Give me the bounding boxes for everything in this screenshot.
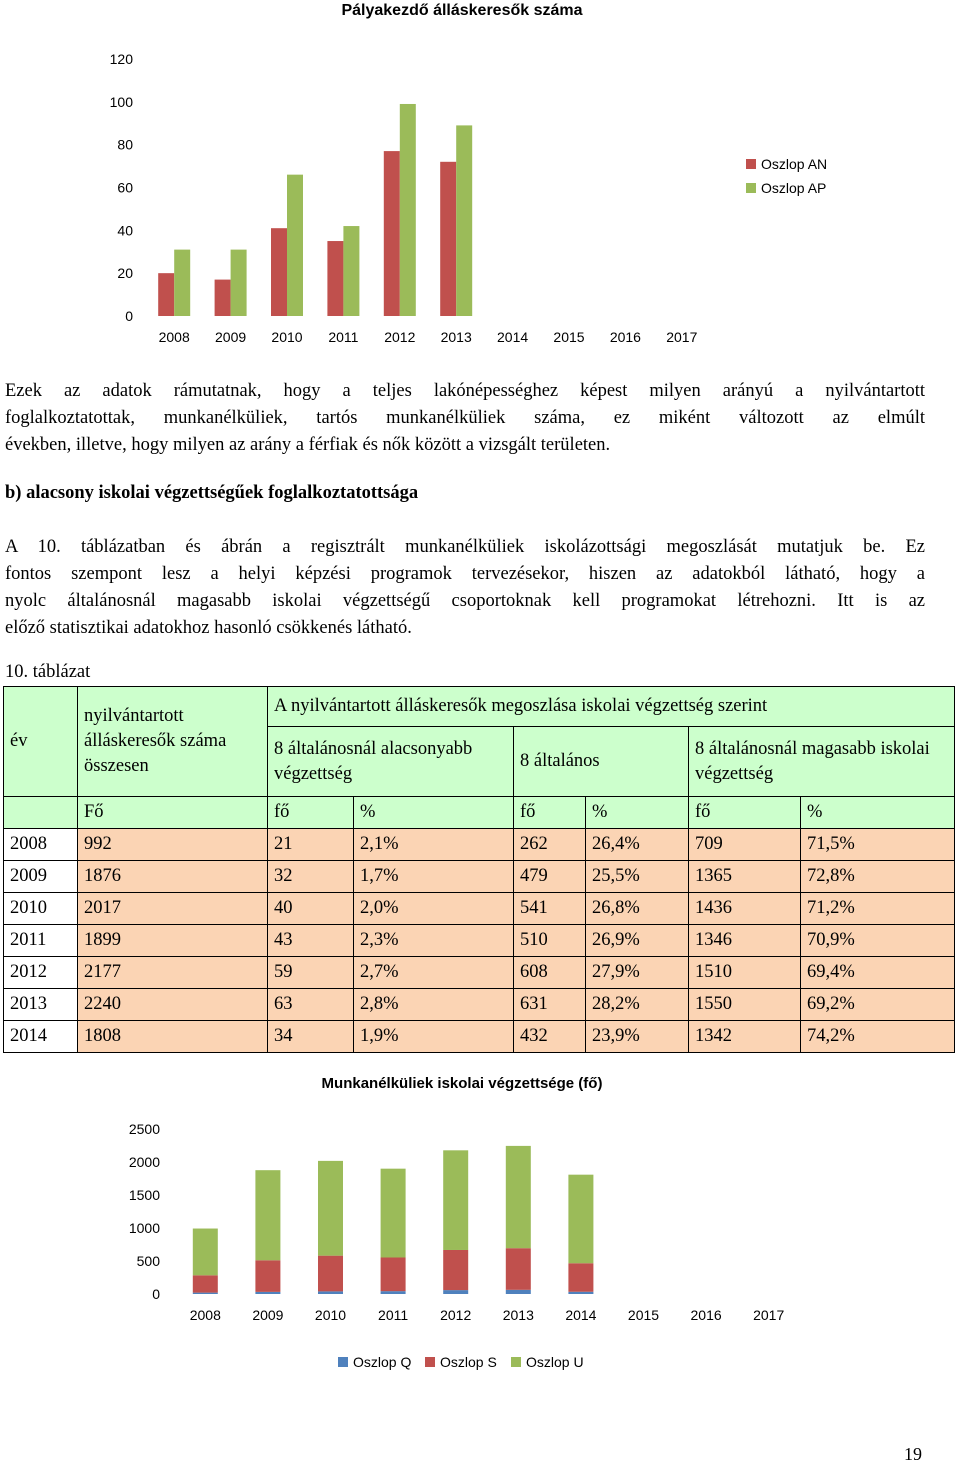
table-row [4, 957, 955, 989]
value-cell: 1,7% [354, 861, 514, 893]
value-cell: 26,9% [586, 925, 689, 957]
y-tick-label: 0 [152, 1286, 160, 1302]
bar-segment [381, 1258, 406, 1292]
bar [456, 125, 472, 316]
value-cell: 1342 [689, 1021, 801, 1053]
year-cell: 2013 [4, 989, 78, 1021]
value-cell: 1510 [689, 957, 801, 989]
x-tick-label: 2014 [497, 329, 529, 345]
bar-segment [506, 1248, 531, 1290]
unit-header: fő [689, 797, 801, 829]
value-cell: 992 [78, 829, 268, 861]
value-cell: 1365 [689, 861, 801, 893]
bar-segment [443, 1150, 468, 1250]
table-caption: 10. táblázat [5, 662, 91, 682]
bar-segment [255, 1260, 280, 1292]
x-tick-label: 2016 [690, 1307, 722, 1323]
x-tick-label: 2008 [158, 329, 190, 345]
legend-swatch [425, 1357, 435, 1367]
section-heading: b) alacsony iskolai végzettségűek foglalkoztatottsága [5, 483, 419, 503]
value-cell: 432 [514, 1021, 586, 1053]
x-tick-label: 2012 [440, 1307, 472, 1323]
chart-palyakezdo [0, 0, 960, 360]
x-tick-label: 2011 [378, 1307, 409, 1323]
unit-header: % [354, 797, 514, 829]
bar-segment [381, 1291, 406, 1294]
value-cell: 709 [689, 829, 801, 861]
value-cell: 26,8% [586, 893, 689, 925]
value-cell: 71,5% [801, 829, 955, 861]
legend-label: Oszlop AN [761, 156, 828, 172]
x-tick-label: 2016 [609, 329, 641, 345]
value-cell: 59 [268, 957, 354, 989]
value-cell: 1436 [689, 893, 801, 925]
x-tick-label: 2010 [271, 329, 303, 345]
bar [343, 226, 359, 316]
bar-segment [568, 1263, 593, 1292]
year-cell: 2012 [4, 957, 78, 989]
unit-header: fő [514, 797, 586, 829]
value-cell: 541 [514, 893, 586, 925]
table-row [4, 861, 955, 893]
value-cell: 1550 [689, 989, 801, 1021]
education-table [3, 686, 955, 1053]
bar [215, 280, 231, 316]
bar [231, 250, 247, 316]
value-cell: 32 [268, 861, 354, 893]
paragraph-line: előző statisztikai adatokhoz hasonló csökkenés látható. [5, 618, 412, 638]
value-cell: 479 [514, 861, 586, 893]
paragraph-line: nyolc általánosnál magasabb iskolai végzettségű csoportoknak kell programokat létrehozni. Itt is az [5, 591, 925, 611]
value-cell: 2,7% [354, 957, 514, 989]
bar [400, 104, 416, 316]
y-tick-label: 100 [109, 93, 133, 110]
bar [271, 228, 287, 316]
paragraph-line: A 10. táblázatban és ábrán a regisztrált munkanélküliek iskolázottsági megoszlását mutatjuk be. Ez [5, 537, 925, 557]
x-tick-label: 2015 [553, 329, 585, 345]
year-cell: 2010 [4, 893, 78, 925]
paragraph-line: években, illetve, hogy milyen az arány a férfiak és nők között a vizsgált területen. [5, 435, 611, 455]
bar-segment [381, 1169, 406, 1258]
value-cell: 23,9% [586, 1021, 689, 1053]
bar [327, 241, 343, 316]
unit-header: % [801, 797, 955, 829]
value-cell: 1876 [78, 861, 268, 893]
header-total: nyilvántartott álláskeresők száma összesen [78, 687, 268, 797]
year-cell: 2011 [4, 925, 78, 957]
value-cell: 1346 [689, 925, 801, 957]
x-tick-label: 2013 [502, 1307, 534, 1323]
legend-label: Oszlop AP [761, 180, 827, 196]
value-cell: 28,2% [586, 989, 689, 1021]
chart2-legend [338, 1354, 584, 1370]
legend-swatch [338, 1357, 348, 1367]
legend-swatch [511, 1357, 521, 1367]
value-cell: 69,4% [801, 957, 955, 989]
value-cell: 2,3% [354, 925, 514, 957]
x-tick-label: 2015 [627, 1307, 660, 1323]
bar-segment [443, 1290, 468, 1294]
chart1-legend [746, 156, 827, 196]
y-tick-label: 20 [117, 265, 133, 282]
unit-header-row [4, 797, 955, 829]
bar-segment [193, 1229, 218, 1276]
paragraph-intro [5, 378, 925, 459]
paragraph-line: foglalkoztatottak, munkanélküliek, tartós munkanélküliek száma, ez miként változott az elmúlt [5, 408, 925, 428]
bar-segment [506, 1290, 531, 1294]
bar-segment [443, 1250, 468, 1290]
value-cell: 72,8% [801, 861, 955, 893]
value-cell: 26,4% [586, 829, 689, 861]
y-tick-label: 80 [117, 136, 133, 153]
bar-segment [255, 1292, 280, 1294]
bar-segment [318, 1161, 343, 1256]
bar [384, 151, 400, 316]
page-number: 19 [904, 1444, 922, 1464]
table-row [4, 829, 955, 861]
year-cell: 2008 [4, 829, 78, 861]
table-row [4, 989, 955, 1021]
legend-label: Oszlop U [526, 1354, 584, 1370]
value-cell: 71,2% [801, 893, 955, 925]
legend-label: Oszlop S [440, 1354, 497, 1370]
chart2-bars [193, 1146, 594, 1294]
subheader-8: 8 általános [514, 727, 689, 797]
value-cell: 608 [514, 957, 586, 989]
y-tick-label: 120 [109, 51, 133, 67]
bar-segment [568, 1292, 593, 1294]
unit-header: fő [268, 797, 354, 829]
unit-header-blank [4, 797, 78, 829]
bar-segment [255, 1170, 280, 1260]
value-cell: 27,9% [586, 957, 689, 989]
bar [287, 175, 303, 316]
bar [440, 162, 456, 316]
y-tick-label: 0 [125, 308, 133, 324]
table-row [4, 1021, 955, 1053]
value-cell: 70,9% [801, 925, 955, 957]
paragraph-line: fontos szempont lesz a helyi képzési programok tervezésekor, hiszen az adatokból látható, hogy a [5, 564, 925, 584]
value-cell: 2,0% [354, 893, 514, 925]
x-tick-label: 2010 [314, 1307, 347, 1323]
bar [158, 273, 174, 316]
legend-label: Oszlop Q [353, 1354, 412, 1370]
value-cell: 2017 [78, 893, 268, 925]
value-cell: 262 [514, 829, 586, 861]
value-cell: 510 [514, 925, 586, 957]
x-tick-label: 2009 [215, 329, 247, 345]
chart1-bars [158, 104, 472, 316]
bar-segment [318, 1256, 343, 1292]
value-cell: 631 [514, 989, 586, 1021]
table-body [4, 829, 955, 1053]
bar [174, 250, 190, 316]
value-cell: 43 [268, 925, 354, 957]
legend-swatch [746, 183, 756, 193]
chart1-title: Pályakezdő álláskeresők száma [341, 2, 583, 19]
value-cell: 2,8% [354, 989, 514, 1021]
x-tick-label: 2014 [565, 1307, 597, 1323]
bar-segment [506, 1146, 531, 1248]
x-tick-label: 2012 [384, 329, 416, 345]
y-tick-label: 40 [117, 222, 133, 239]
bar-segment [193, 1293, 218, 1294]
value-cell: 34 [268, 1021, 354, 1053]
y-tick-label: 1500 [128, 1187, 160, 1203]
x-tick-label: 2011 [328, 329, 359, 345]
value-cell: 1,9% [354, 1021, 514, 1053]
bar-segment [318, 1291, 343, 1294]
year-cell: 2014 [4, 1021, 78, 1053]
bar-segment [568, 1175, 593, 1264]
subheader-above-8: 8 általánosnál magasabb iskolai végzettség [689, 727, 955, 797]
value-cell: 2240 [78, 989, 268, 1021]
chart-munkanelkuliek [0, 1068, 960, 1388]
header-group: A nyilvántartott álláskeresők megoszlása iskolai végzettség szerint [268, 687, 955, 727]
header-year: év [4, 687, 78, 797]
legend-swatch [746, 159, 756, 169]
x-tick-label: 2013 [440, 329, 472, 345]
x-tick-label: 2008 [189, 1307, 221, 1323]
subheader-below-8: 8 általánosnál alacsonyabb végzettség [268, 727, 514, 797]
unit-header: % [586, 797, 689, 829]
paragraph-line: Ezek az adatok rámutatnak, hogy a teljes lakónépességhez képest milyen arányú a nyilvántartott [5, 381, 925, 401]
paragraph-table-intro [5, 534, 925, 642]
value-cell: 69,2% [801, 989, 955, 1021]
y-tick-label: 500 [136, 1253, 160, 1269]
bar-segment [193, 1275, 218, 1292]
value-cell: 74,2% [801, 1021, 955, 1053]
y-tick-label: 2000 [128, 1154, 160, 1170]
y-tick-label: 1000 [128, 1220, 160, 1236]
x-tick-label: 2009 [252, 1307, 284, 1323]
y-tick-label: 60 [117, 179, 133, 196]
value-cell: 1899 [78, 925, 268, 957]
value-cell: 63 [268, 989, 354, 1021]
table-row [4, 925, 955, 957]
value-cell: 25,5% [586, 861, 689, 893]
y-tick-label: 2500 [128, 1121, 160, 1137]
value-cell: 1808 [78, 1021, 268, 1053]
value-cell: 2,1% [354, 829, 514, 861]
x-tick-label: 2017 [666, 329, 698, 345]
chart2-title: Munkanélküliek iskolai végzettsége (fő) [321, 1075, 603, 1092]
table-row [4, 893, 955, 925]
unit-header: Fő [78, 797, 268, 829]
x-tick-label: 2017 [753, 1307, 785, 1323]
year-cell: 2009 [4, 861, 78, 893]
value-cell: 40 [268, 893, 354, 925]
value-cell: 21 [268, 829, 354, 861]
value-cell: 2177 [78, 957, 268, 989]
